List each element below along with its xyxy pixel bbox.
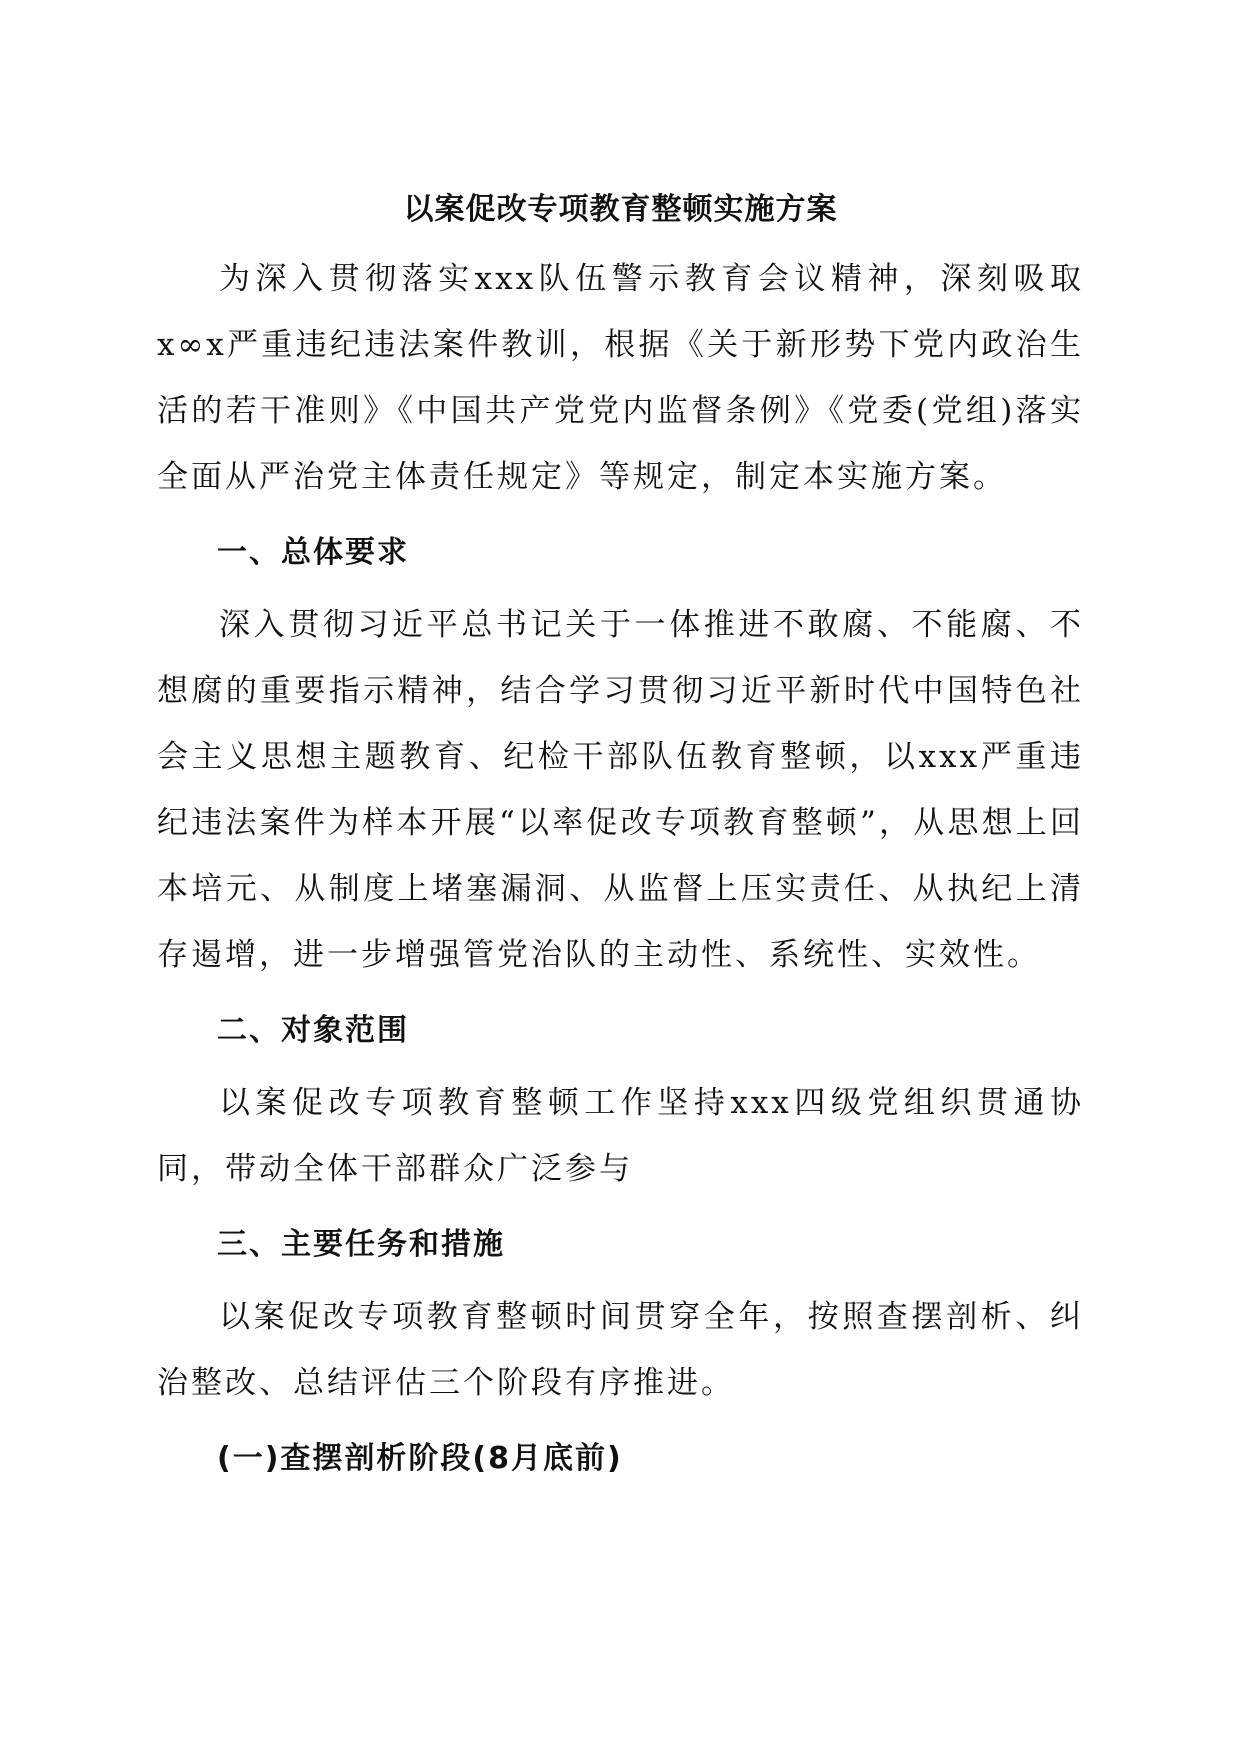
document-title: 以案促改专项教育整顿实施方案: [403, 192, 838, 227]
section-body-general-requirements: 深入贯彻习近平总书记关于一体推进不敢腐、不能腐、不想腐的重要指示精神，结合学习贯彻习近平新时代中国特色社会主义思想主题教育、纪检干部队伍教育整顿，以xxx严重违纪违法案件为样本开展“以率促改专项教育整顿”，从思想上回本培元、从制度上堵塞漏洞、从监督上压实责任、从执纪上清存遏增，进一步增强管党治队的主动性、系统性、实效性。: [157, 607, 1084, 973]
intro-paragraph: 为深入贯彻落实xxx队伍警示教育会议精神，深刻吸取x∞x严重违纪违法案件教训，根据《关于新形势下党内政治生活的若干准则》《中国共产党党内监督条例》《党委(党组)落实全面从严治党主体责任规定》等规定，制定本实施方案。: [157, 261, 1084, 495]
section-heading-general-requirements: 一、总体要求: [217, 535, 409, 570]
section-heading-scope: 二、对象范围: [217, 1013, 409, 1048]
subsection-heading-stage-one: (一)查摆剖析阶段(8月底前): [217, 1441, 623, 1476]
section-heading-main-tasks: 三、主要任务和措施: [217, 1227, 505, 1262]
section-body-main-tasks: 以案促改专项教育整顿时间贯穿全年，按照查摆剖析、纠治整改、总结评估三个阶段有序推进。: [157, 1299, 1084, 1401]
document-body: [157, 188, 1084, 1492]
section-body-scope: 以案促改专项教育整顿工作坚持xxx四级党组织贯通协同，带动全体干部群众广泛参与: [157, 1085, 1084, 1187]
